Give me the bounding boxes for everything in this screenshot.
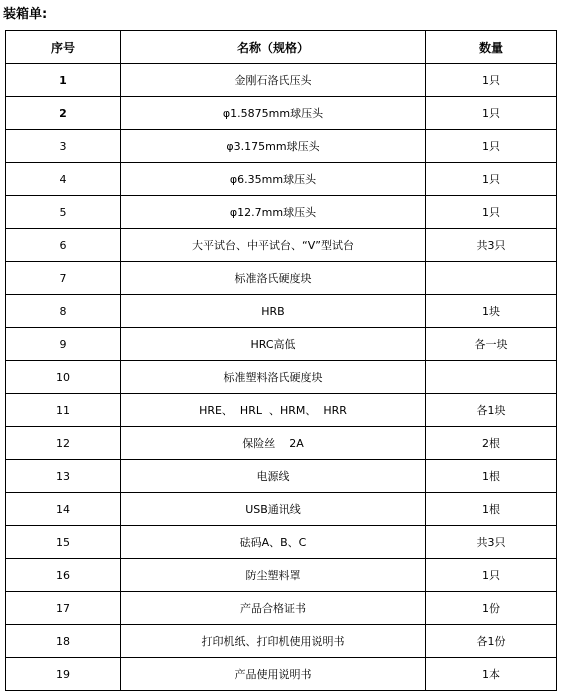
table-row (6, 592, 557, 625)
cell-quantity: 1块 (426, 295, 557, 328)
cell-serial-number: 9 (6, 328, 121, 361)
cell-item-name: 产品合格证书 (121, 592, 426, 625)
table-row (6, 295, 557, 328)
cell-quantity: 1只 (426, 130, 557, 163)
cell-quantity: 共3只 (426, 526, 557, 559)
table-row (6, 130, 557, 163)
table-row (6, 64, 557, 97)
cell-serial-number: 8 (6, 295, 121, 328)
table-row (6, 526, 557, 559)
cell-serial-number: 11 (6, 394, 121, 427)
cell-serial-number: 4 (6, 163, 121, 196)
cell-serial-number: 10 (6, 361, 121, 394)
table-row (6, 493, 557, 526)
cell-item-name: 标准塑料洛氏硬度块 (121, 361, 426, 394)
header-name-spec: 名称（规格） (121, 31, 426, 64)
cell-item-name: 标准洛氏硬度块 (121, 262, 426, 295)
cell-quantity: 1份 (426, 592, 557, 625)
cell-item-name: 打印机纸、打印机使用说明书 (121, 625, 426, 658)
cell-quantity: 1本 (426, 658, 557, 691)
cell-serial-number: 5 (6, 196, 121, 229)
header-serial-number: 序号 (6, 31, 121, 64)
cell-quantity: 1只 (426, 196, 557, 229)
table-header-row (6, 31, 557, 64)
cell-serial-number: 15 (6, 526, 121, 559)
cell-serial-number: 3 (6, 130, 121, 163)
cell-quantity: 1只 (426, 97, 557, 130)
cell-item-name: HRC高低 (121, 328, 426, 361)
cell-serial-number: 7 (6, 262, 121, 295)
table-row (6, 394, 557, 427)
cell-serial-number: 12 (6, 427, 121, 460)
table-row (6, 559, 557, 592)
header-quantity: 数量 (426, 31, 557, 64)
cell-item-name: HRE、 HRL 、HRM、 HRR (121, 394, 426, 427)
table-row (6, 163, 557, 196)
table-row (6, 97, 557, 130)
table-row (6, 262, 557, 295)
cell-item-name: 防尘塑料罩 (121, 559, 426, 592)
cell-quantity (426, 361, 557, 394)
cell-item-name: 产品使用说明书 (121, 658, 426, 691)
cell-quantity: 1根 (426, 460, 557, 493)
cell-quantity: 1只 (426, 163, 557, 196)
cell-serial-number: 17 (6, 592, 121, 625)
table-row (6, 229, 557, 262)
cell-serial-number: 1 (6, 64, 121, 97)
cell-serial-number: 2 (6, 97, 121, 130)
cell-item-name: 砝码A、B、C (121, 526, 426, 559)
table-row (6, 427, 557, 460)
cell-quantity: 2根 (426, 427, 557, 460)
cell-serial-number: 16 (6, 559, 121, 592)
cell-serial-number: 13 (6, 460, 121, 493)
cell-quantity: 各1块 (426, 394, 557, 427)
table-row (6, 625, 557, 658)
cell-item-name: φ3.175mm球压头 (121, 130, 426, 163)
cell-item-name: 大平试台、中平试台、“V”型试台 (121, 229, 426, 262)
packing-list-title: 装箱单: (3, 7, 48, 22)
cell-item-name: φ1.5875mm球压头 (121, 97, 426, 130)
packing-list-table (5, 30, 557, 691)
cell-serial-number: 6 (6, 229, 121, 262)
cell-item-name: 金刚石洛氏压头 (121, 64, 426, 97)
cell-item-name: φ12.7mm球压头 (121, 196, 426, 229)
table-row (6, 361, 557, 394)
cell-quantity: 1只 (426, 559, 557, 592)
cell-item-name: 保险丝 2A (121, 427, 426, 460)
table-row (6, 460, 557, 493)
cell-quantity (426, 262, 557, 295)
cell-serial-number: 19 (6, 658, 121, 691)
cell-item-name: USB通讯线 (121, 493, 426, 526)
cell-item-name: 电源线 (121, 460, 426, 493)
cell-serial-number: 18 (6, 625, 121, 658)
cell-quantity: 各一块 (426, 328, 557, 361)
cell-quantity: 1根 (426, 493, 557, 526)
cell-quantity: 共3只 (426, 229, 557, 262)
table-row (6, 328, 557, 361)
cell-serial-number: 14 (6, 493, 121, 526)
cell-item-name: HRB (121, 295, 426, 328)
table-row (6, 658, 557, 691)
cell-quantity: 1只 (426, 64, 557, 97)
table-row (6, 196, 557, 229)
cell-quantity: 各1份 (426, 625, 557, 658)
cell-item-name: φ6.35mm球压头 (121, 163, 426, 196)
